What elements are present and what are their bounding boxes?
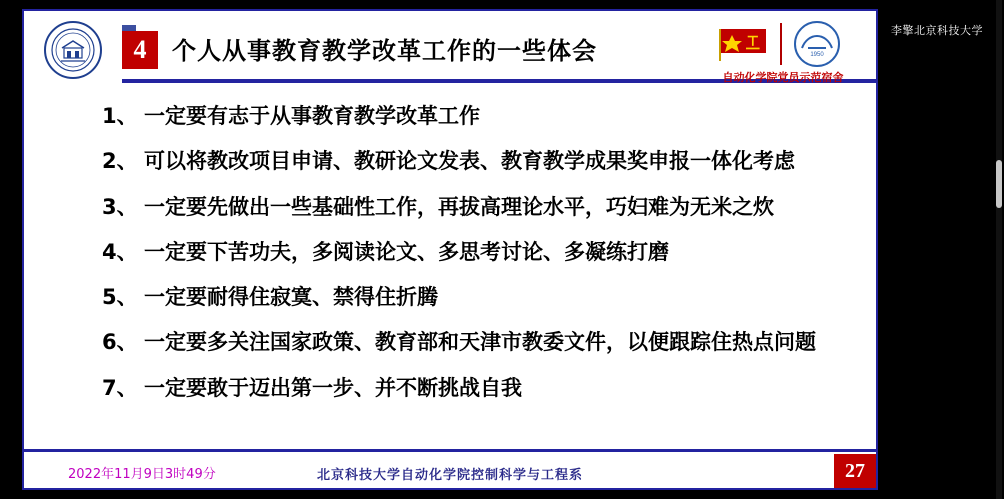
list-item xyxy=(102,239,852,265)
university-logo-icon xyxy=(44,21,102,79)
list-item-text: 一定要下苦功夫，多阅读论文、多思考讨论、多凝练打磨 xyxy=(144,239,669,264)
slide xyxy=(22,9,878,490)
footer-organization: 北京科技大学自动化学院控制科学与工程系 xyxy=(316,468,583,483)
presenter-name-label: 李擎北京科技大学 xyxy=(891,24,983,37)
footer-timestamp: 2022年11月9日3时49分 xyxy=(68,467,216,482)
list-item-number: 3、 xyxy=(102,194,138,219)
list-item xyxy=(102,375,852,401)
list-item xyxy=(102,148,852,174)
list-item-number: 5、 xyxy=(102,285,138,309)
list-item-text: 一定要敢于迈出第一步、并不断挑战自我 xyxy=(144,375,522,400)
page-title: 个人从事教育教学改革工作的一些体会 xyxy=(172,37,597,65)
emblem-caption: 自动化学院党员示范宿舍 xyxy=(722,71,844,84)
list-item-number: 1、 xyxy=(102,104,138,128)
list-item xyxy=(102,103,852,129)
slide-header xyxy=(24,11,876,89)
list-item xyxy=(102,329,852,355)
list-item xyxy=(102,194,852,220)
scrollbar-track[interactable] xyxy=(996,0,1002,499)
list-item-text: 一定要多关注国家政策、教育部和天津市教委文件，以便跟踪住热点问题 xyxy=(144,330,816,355)
party-flag-icon xyxy=(716,23,774,65)
list-item-text: 可以将教改项目申请、教研论文发表、教育教学成果奖申报一体化考虑 xyxy=(144,149,795,174)
list-item xyxy=(102,284,852,310)
university-seal-icon xyxy=(794,21,840,67)
footer-divider xyxy=(24,449,876,452)
list-item-text: 一定要有志于从事教育教学改革工作 xyxy=(144,104,480,128)
section-number-badge: 4 xyxy=(122,31,158,69)
scrollbar-thumb[interactable] xyxy=(996,160,1002,208)
list-item-number: 2、 xyxy=(102,149,138,174)
list-item-number: 6、 xyxy=(102,330,138,355)
list-item-text: 一定要先做出一些基础性工作，再拔高理论水平，巧妇难为无米之炊 xyxy=(144,194,774,219)
party-emblem-group xyxy=(708,19,858,85)
seal-year: 1950 xyxy=(810,52,824,58)
list-item-text: 一定要耐得住寂寞、禁得住折腾 xyxy=(144,285,438,309)
list-item-number: 7、 xyxy=(102,375,138,400)
emblem-divider xyxy=(780,23,782,65)
slide-body-list xyxy=(102,103,852,420)
page-number-badge: 27 xyxy=(834,454,876,488)
list-item-number: 4、 xyxy=(102,239,138,264)
